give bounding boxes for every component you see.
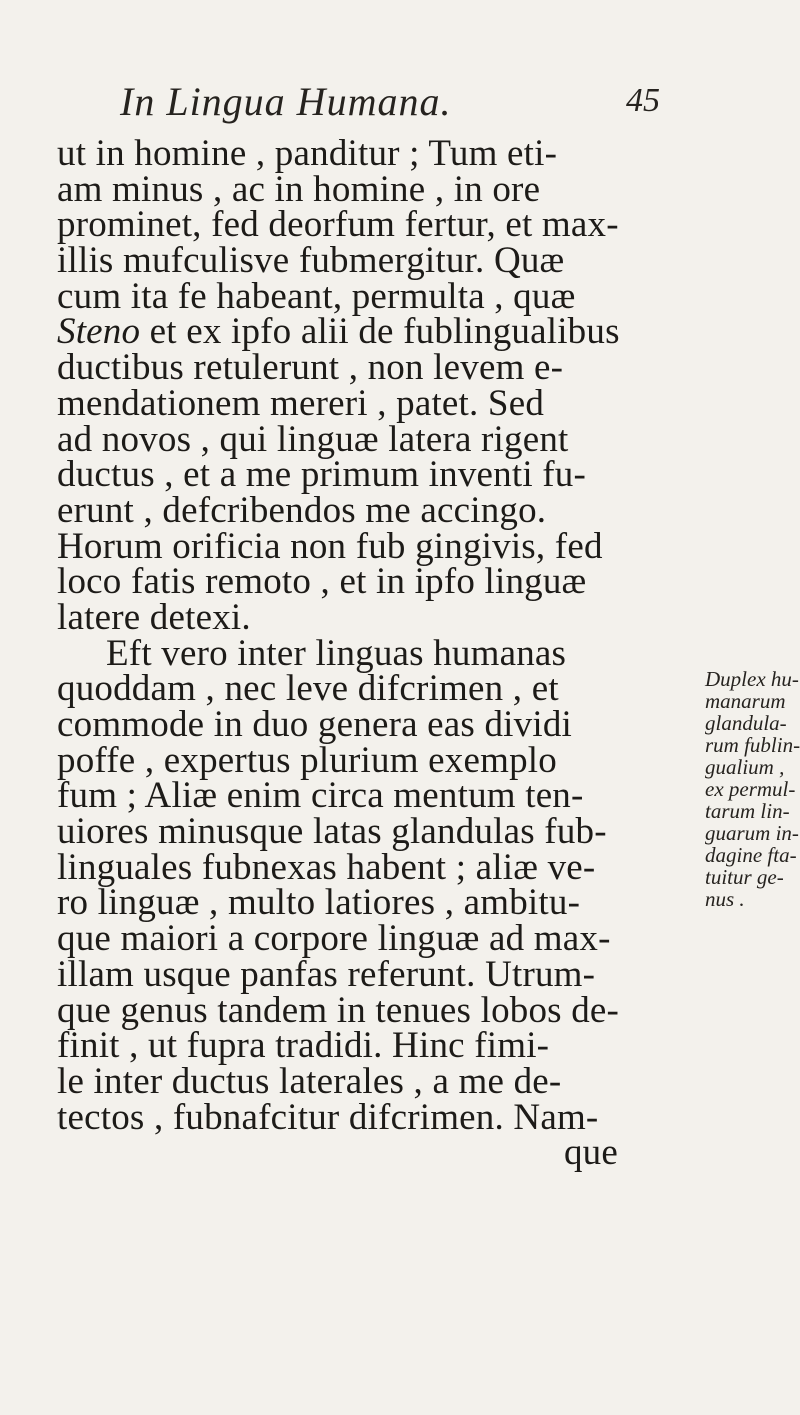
text-line-content: ad novos , qui linguæ latera rigent xyxy=(57,418,569,460)
text-line-content: mendationem mereri , patet. Sed xyxy=(57,382,545,424)
text-line xyxy=(57,311,687,353)
text-line-content: prominet, fed deorfum fertur, et max- xyxy=(57,204,619,246)
text-line xyxy=(57,275,687,317)
text-line xyxy=(57,168,687,210)
text-line xyxy=(57,989,687,1031)
text-line xyxy=(57,882,687,924)
text-line-content: uiores minusque latas glandulas fub- xyxy=(57,811,607,853)
text-line xyxy=(57,1132,687,1174)
text-line-content: commode in duo genera eas dividi xyxy=(57,704,573,745)
text-line-content: loco fatis remoto , et in ipfo linguæ xyxy=(57,561,587,603)
text-line-content: tectos , fubnafcitur difcrimen. Nam- xyxy=(57,1096,599,1138)
text-line xyxy=(57,454,687,496)
text-line xyxy=(57,1060,687,1102)
text-line xyxy=(57,204,687,246)
running-head xyxy=(120,78,660,128)
text-line-content: poffe , expertus plurium exemplo xyxy=(57,739,557,781)
margin-note-line: ex permul- xyxy=(705,777,796,801)
text-line-content: illis mufculisve fubmergitur. Quæ xyxy=(57,240,565,282)
text-line xyxy=(57,382,687,424)
text-line-content: que genus tandem in tenues lobos de- xyxy=(57,989,620,1031)
text-line xyxy=(57,347,687,389)
text-line xyxy=(57,739,687,781)
text-line xyxy=(57,1096,687,1138)
running-title: In Lingua Humana. xyxy=(120,79,452,124)
margin-note-line: dagine fta- xyxy=(705,843,797,867)
text-line-content: et ex ipfo alii de fublingualibus xyxy=(140,311,620,353)
text-line-content: linguales fubnexas habent ; aliæ ve- xyxy=(57,846,596,888)
text-line xyxy=(57,596,687,638)
text-line-content: ductibus retulerunt , non levem e- xyxy=(57,347,564,389)
text-line xyxy=(57,1025,687,1067)
margin-note-line: tarum lin- xyxy=(705,799,790,823)
text-line xyxy=(57,918,687,960)
text-line xyxy=(57,704,687,745)
margin-note-line: guarum in- xyxy=(705,821,799,845)
text-line-content: le inter ductus laterales , a me de- xyxy=(57,1060,562,1102)
text-line-content: que xyxy=(563,1132,618,1174)
text-line xyxy=(57,418,687,460)
text-line-content: Eft vero inter linguas humanas xyxy=(106,632,567,674)
margin-note-line: manarum xyxy=(705,689,786,713)
text-line xyxy=(57,632,687,674)
text-line-content: ductus , et a me primum inventi fu- xyxy=(57,454,586,496)
text-line-content: latere detexi. xyxy=(57,596,251,638)
margin-note-line: Duplex hu- xyxy=(705,667,799,691)
text-line-content: finit , ut fupra tradidi. Hinc fimi- xyxy=(57,1025,550,1067)
text-line xyxy=(57,846,687,888)
margin-note-line: rum fublin- xyxy=(705,733,800,757)
text-line-content: que maiori a corpore linguæ ad max- xyxy=(57,918,611,960)
text-line-content: ut in homine , panditur ; Tum eti- xyxy=(57,133,558,174)
text-line xyxy=(57,953,687,995)
text-line-content: Horum orificia non fub gingivis, fed xyxy=(57,525,603,567)
page-number: 45 xyxy=(626,82,660,119)
text-line xyxy=(57,489,687,531)
text-line-content: ro linguæ , multo latiores , ambitu- xyxy=(57,882,581,924)
text-line-content: fum ; Aliæ enim circa mentum ten- xyxy=(57,775,584,817)
margin-note-line: gualium , xyxy=(705,755,785,779)
text-line xyxy=(57,561,687,603)
margin-note-line: nus . xyxy=(705,887,745,911)
text-line-content: illam usque panfas referunt. Utrum- xyxy=(57,953,596,995)
text-line xyxy=(57,525,687,567)
text-line-content: cum ita fe habeant, permulta , quæ xyxy=(57,275,576,317)
text-line xyxy=(57,133,687,174)
text-line-content: am minus , ac in homine , in ore xyxy=(57,168,541,210)
text-line xyxy=(57,668,687,710)
margin-note-line: tuitur ge- xyxy=(705,865,784,889)
text-line xyxy=(57,811,687,853)
text-line-content: erunt , defcribendos me accingo. xyxy=(57,489,547,531)
italic-name: Steno xyxy=(57,311,141,353)
body-text xyxy=(57,133,687,1174)
margin-note xyxy=(705,668,800,910)
text-line-content: quoddam , nec leve difcrimen , et xyxy=(57,668,559,710)
text-line xyxy=(57,775,687,817)
margin-note-line: glandula- xyxy=(705,711,787,735)
text-line xyxy=(57,240,687,282)
